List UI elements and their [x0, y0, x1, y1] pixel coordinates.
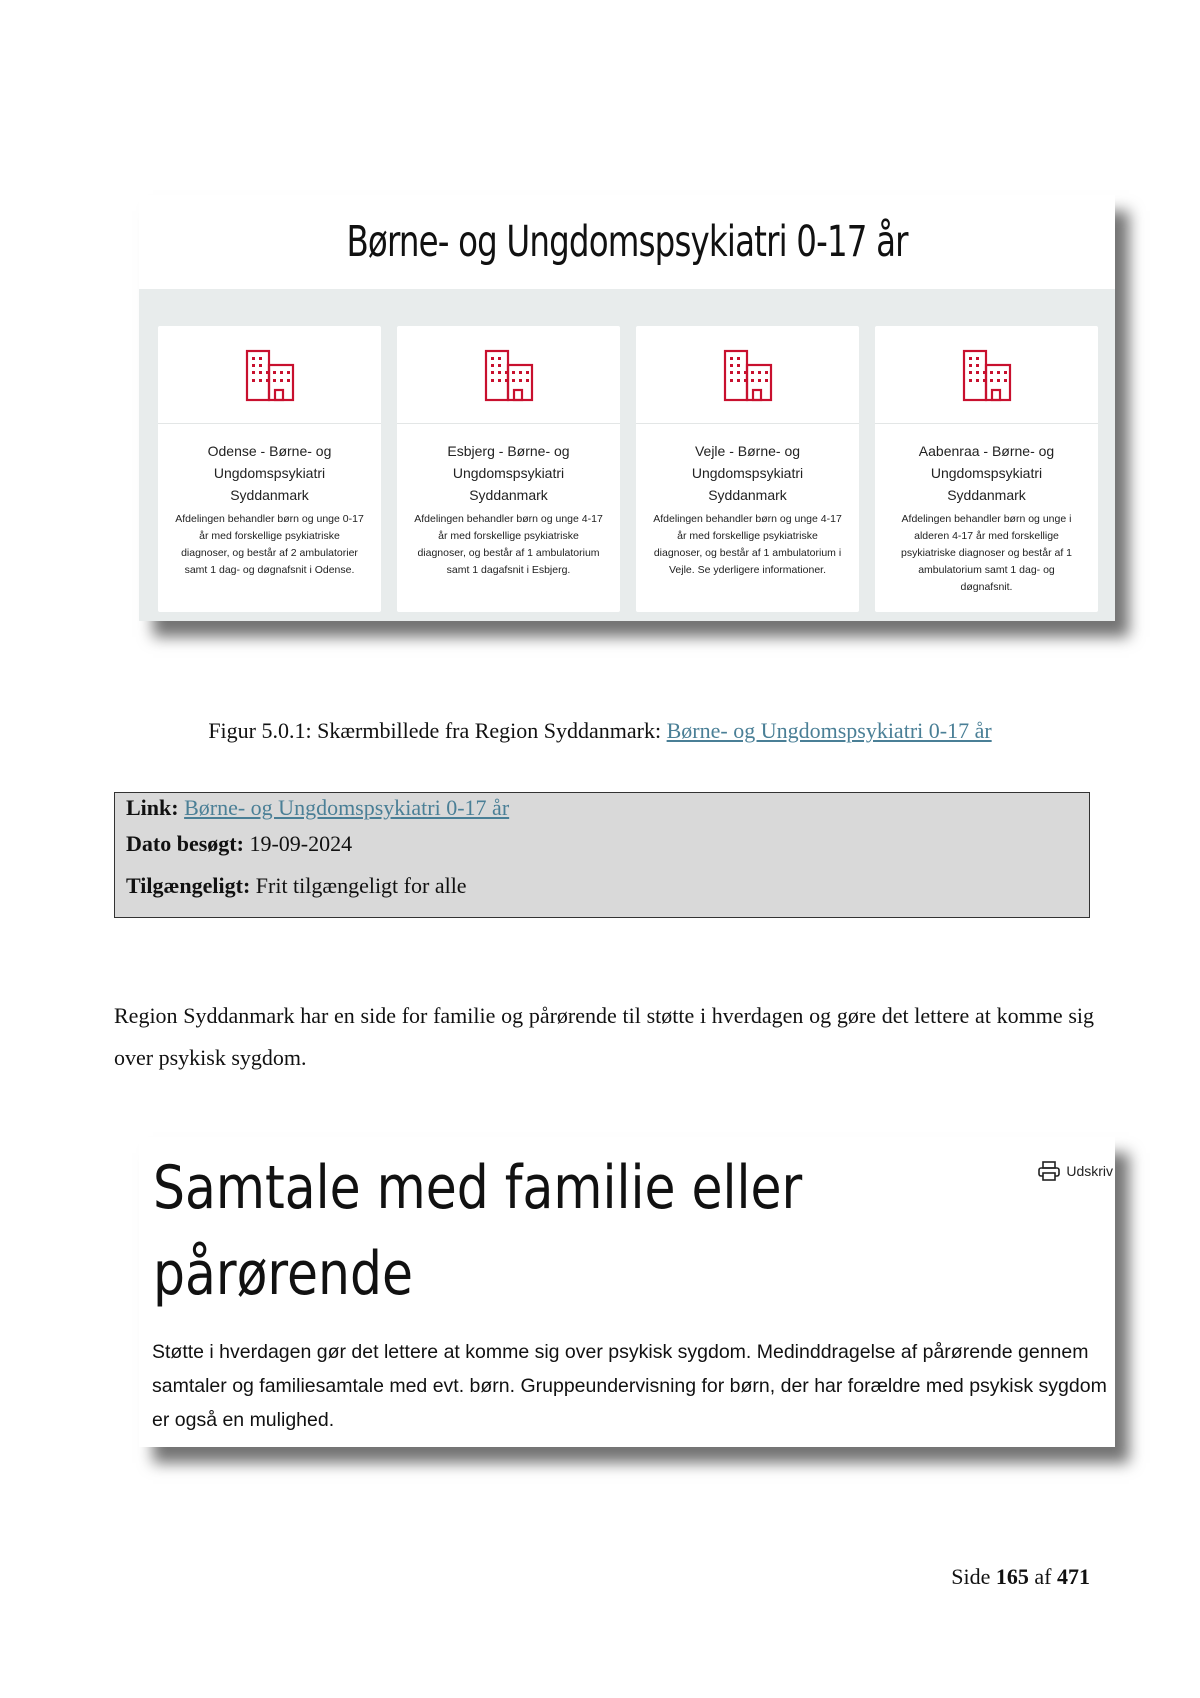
caption-link[interactable]: Børne- og Ungdomspsykiatri 0-17 år: [666, 718, 992, 743]
card-description: Afdelingen behandler børn og unge 0-17 år med forskellige psykiatriske diagnoser, og består af 2 ambulatorier samt 1 dag- og døgnafsnit i Odense.: [175, 513, 364, 576]
screenshot-title: Børne- og Ungdomspsykiatri 0-17 år: [346, 217, 908, 267]
print-button[interactable]: [1038, 1161, 1113, 1181]
link-row: [126, 793, 1078, 823]
screenshot-family-conversation: [139, 1137, 1115, 1447]
print-label: Udskriv: [1066, 1163, 1113, 1179]
card-description: Afdelingen behandler børn og unge 4-17 år med forskellige psykiatriske diagnoser, og består af 1 ambulatorium i Vejle. Se yderligere informationer.: [653, 513, 842, 576]
card-title[interactable]: Esbjerg - Børne- og Ungdomspsykiatri Syddanmark: [447, 443, 570, 503]
current-page: 165: [995, 1564, 1029, 1589]
screenshot-psychiatry-overview: [139, 195, 1115, 621]
screenshot-title: [153, 1145, 802, 1317]
department-card-aabenraa[interactable]: [875, 326, 1098, 612]
title-line-1: Samtale med familie eller: [153, 1153, 803, 1223]
intro-text: Støtte i hverdagen gør det lettere at komme sig over psykisk sygdom. Medinddragelse af pårørende gennem samtaler og familiesamtale med evt. børn. Gruppeundervisning for børn, der har forældre med psykisk sygdom er også en mulighed.: [152, 1341, 1107, 1431]
screenshot-header: [139, 195, 1115, 289]
access-row: [126, 865, 1078, 907]
figure-caption: [0, 718, 1200, 744]
building-icon: [721, 348, 775, 402]
department-card-esbjerg[interactable]: [397, 326, 620, 612]
access-label: Tilgængeligt:: [126, 873, 251, 898]
building-icon: [960, 348, 1014, 402]
department-card-odense[interactable]: [158, 326, 381, 612]
building-icon: [243, 348, 297, 402]
building-icon: [482, 348, 536, 402]
card-title[interactable]: Aabenraa - Børne- og Ungdomspsykiatri Syddanmark: [918, 443, 1055, 503]
card-description: Afdelingen behandler børn og unge i alderen 4-17 år med forskellige psykiatriske diagnoser og består af 1 ambulatorium samt 1 dag- og døgnafsnit.: [900, 513, 1072, 593]
card-description: Afdelingen behandler børn og unge 4-17 år med forskellige psykiatriske diagnoser, og består af 1 ambulatorium samt 1 dagafsnit i Esbjerg.: [414, 513, 603, 576]
access-value: Frit tilgængeligt for alle: [255, 873, 467, 898]
page-number: Side 165 af 471: [951, 1564, 1090, 1589]
date-row: [126, 823, 1078, 865]
title-line-2: pårørende: [153, 1239, 414, 1309]
source-link[interactable]: Børne- og Ungdomspsykiatri 0-17 år: [184, 795, 510, 820]
body-paragraph: Region Syddanmark har en side for familie og pårørende til støtte i hverdagen og gøre det lettere at komme sig over psykisk sygdom.: [114, 1003, 1094, 1070]
source-info-box: [114, 792, 1090, 918]
link-label: Link:: [126, 795, 179, 820]
card-title[interactable]: Vejle - Børne- og Ungdomspsykiatri Syddanmark: [691, 443, 804, 503]
total-pages: 471: [1057, 1564, 1090, 1589]
date-label: Dato besøgt:: [126, 831, 244, 856]
caption-prefix: Figur 5.0.1: Skærmbillede fra Region Syddanmark:: [208, 718, 667, 743]
date-value: 19-09-2024: [249, 831, 353, 856]
printer-icon: [1038, 1161, 1060, 1181]
department-card-vejle[interactable]: [636, 326, 859, 612]
card-title[interactable]: Odense - Børne- og Ungdomspsykiatri Syddanmark: [207, 443, 332, 503]
